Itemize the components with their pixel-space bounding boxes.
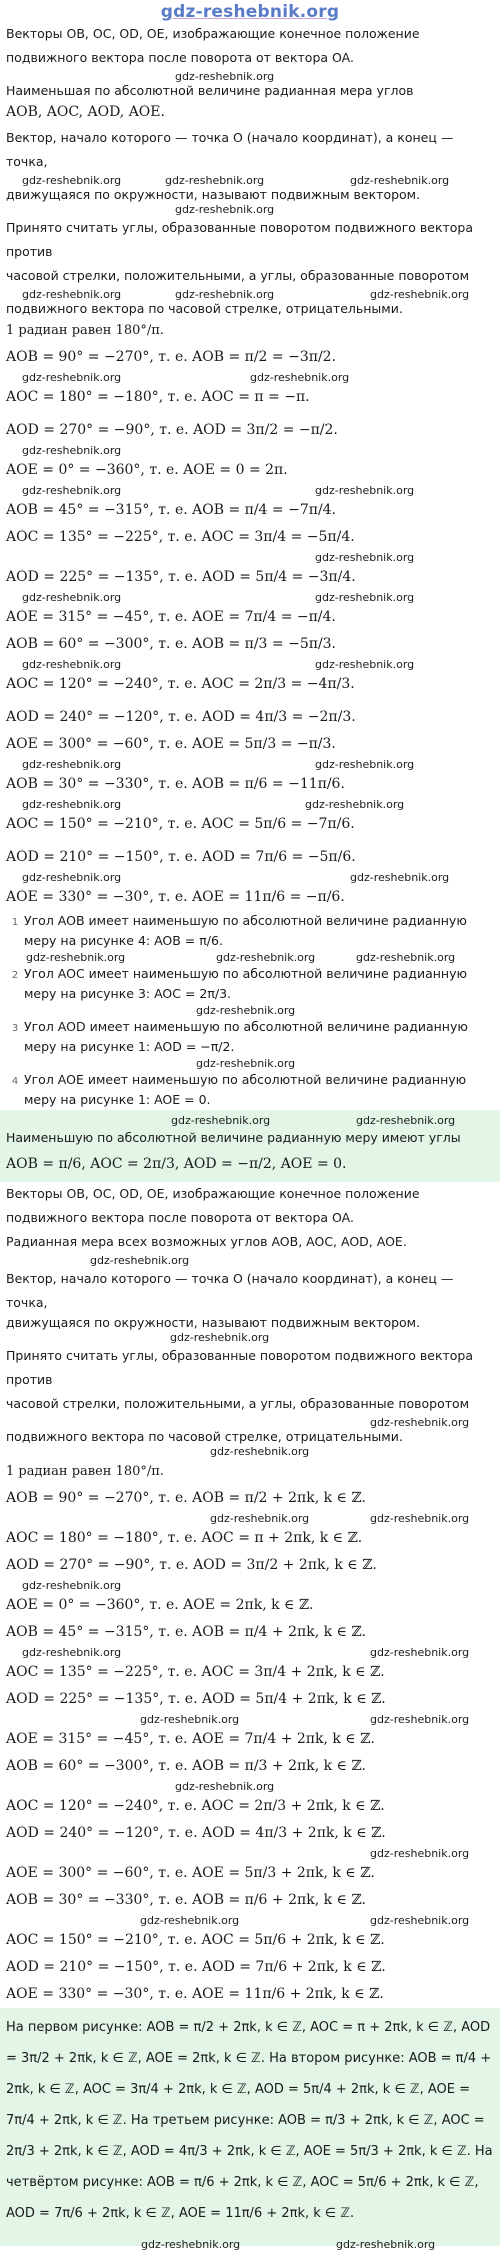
watermark: gdz-reshebnik.org [356,951,456,964]
part1-def1: Вектор, начало которого — точка O (начало координат), а конец — точка, [6,130,454,169]
part1-line-6: AOD = 225° = −135°, т. е. AOD = 5π/4 = −3π/4. [6,569,356,585]
watermark: gdz-reshebnik.org [370,1713,470,1726]
part2-radian: 1 радиан равен 180°/π. [6,1464,164,1479]
list-number: 2 [11,970,19,981]
watermark-row [0,1254,500,1267]
watermark: gdz-reshebnik.org [315,658,415,671]
watermark-row [6,951,500,964]
watermark: gdz-reshebnik.org [315,591,415,604]
part1-intro2: подвижного вектора после поворота от вектора OA. [6,50,354,65]
part1-least: Наименьшая по абсолютной величине радианная мера углов [6,83,414,98]
part1-line-5: AOC = 135° = −225°, т. е. AOC = 3π/4 = −5π/4. [6,529,355,545]
part2-line-4: AOB = 45° = −315°, т. е. AOB = π/4 + 2πk, k ∈ ℤ. [6,1624,367,1640]
watermark-row [0,798,500,811]
watermark-row [6,1114,494,1127]
watermark: gdz-reshebnik.org [175,1780,275,1793]
watermark: gdz-reshebnik.org [370,1914,470,1927]
part2-line-5: AOC = 135° = −225°, т. е. AOC = 3π/4 + 2πk, k ∈ ℤ. [6,1664,385,1680]
list-text: Угол AOB имеет наименьшую по абсолютной величине радианную меру на рисунке 4: AOB = π/6. [24,913,467,948]
part2-line-0: AOB = 90° = −270°, т. е. AOB = π/2 + 2πk, k ∈ ℤ. [6,1490,367,1506]
part1-radian: 1 радиан равен 180°/π. [6,323,164,338]
watermark: gdz-reshebnik.org [175,203,275,216]
watermark: gdz-reshebnik.org [370,1416,470,1429]
watermark-row [0,591,500,604]
part1-line-15: AOE = 330° = −30°, т. е. AOE = 11π/6 = −π/6. [6,889,345,905]
part2-line-14: AOD = 210° = −150°, т. е. AOD = 7π/6 + 2πk, k ∈ ℤ. [6,1959,386,1975]
part1-line-0: AOB = 90° = −270°, т. е. AOB = π/2 = −3π/2. [6,349,337,365]
watermark: gdz-reshebnik.org [356,1114,456,1127]
list-item [6,964,500,1004]
watermark: gdz-reshebnik.org [22,591,122,604]
watermark-row [0,70,500,83]
part2-line-15: AOE = 330° = −30°, т. е. AOE = 11π/6 + 2πk, k ∈ ℤ. [6,1986,384,2002]
part1-line-10: AOD = 240° = −120°, т. е. AOD = 4π/3 = −2π/3. [6,709,356,725]
list-text: Угол AOC имеет наименьшую по абсолютной величине радианную меру на рисунке 3: AOC = 2π/3. [24,966,467,1001]
part2-answer [0,2008,500,2251]
part2-def1: Вектор, начало которого — точка O (начало координат), а конец — точка, [6,1271,454,1310]
watermark-row [0,658,500,671]
part2-line-12: AOB = 30° = −330°, т. е. AOB = π/6 + 2πk, k ∈ ℤ. [6,1892,367,1908]
part1-conv1: Принято считать углы, образованные поворотом подвижного вектора против [6,220,474,259]
watermark: gdz-reshebnik.org [141,2238,241,2251]
list-item [6,911,500,951]
watermark: gdz-reshebnik.org [216,951,316,964]
part1-angles: AOB, AOC, AOD, AOE. [6,104,165,120]
part1-line-13: AOC = 150° = −210°, т. е. AOC = 5π/6 = −7π/6. [6,816,355,832]
watermark: gdz-reshebnik.org [175,288,275,301]
watermark-row [0,758,500,771]
watermark-row [0,1713,500,1726]
part2-intro: Векторы OB, OC, OD, OE, изображающие конечное положение [6,1186,420,1201]
part2-line-1: AOC = 180° = −180°, т. е. AOC = π + 2πk, k ∈ ℤ. [6,1530,363,1546]
list-item [6,1017,500,1057]
part1-line-2: AOD = 270° = −90°, т. е. AOD = 3π/2 = −π/2. [6,422,338,438]
watermark: gdz-reshebnik.org [196,1004,296,1017]
watermark: gdz-reshebnik.org [350,174,450,187]
watermark-row [6,1057,500,1070]
watermark: gdz-reshebnik.org [315,758,415,771]
part2-line-2: AOD = 270° = −90°, т. е. AOD = 3π/2 + 2πk, k ∈ ℤ. [6,1557,377,1573]
watermark: gdz-reshebnik.org [250,371,350,384]
part1-conv3: подвижного вектора по часовой стрелке, отрицательными. [6,301,403,316]
watermark: gdz-reshebnik.org [175,70,275,83]
watermark: gdz-reshebnik.org [370,288,470,301]
watermark-row [0,174,500,187]
watermark: gdz-reshebnik.org [315,484,415,497]
watermark-row [0,371,500,384]
watermark: gdz-reshebnik.org [22,871,122,884]
part2-intro2: подвижного вектора после поворота от вектора OA. [6,1210,354,1225]
watermark-row [0,1512,500,1525]
site-brand-link[interactable]: gdz-reshebnik.org [160,2,340,22]
part1-line-11: AOE = 300° = −60°, т. е. AOE = 5π/3 = −π/3. [6,736,336,752]
watermark: gdz-reshebnik.org [22,444,122,457]
watermark: gdz-reshebnik.org [305,798,405,811]
watermark: gdz-reshebnik.org [90,1254,190,1267]
watermark: gdz-reshebnik.org [171,1114,271,1127]
part1-line-3: AOE = 0° = −360°, т. е. AOE = 0 = 2π. [6,462,288,478]
watermark: gdz-reshebnik.org [196,1057,296,1070]
watermark-row [0,871,500,884]
part1-line-8: AOB = 60° = −300°, т. е. AOB = π/3 = −5π/3. [6,636,337,652]
answer-text: На первом рисунке: AOB = π/2 + 2πk, k ∈ ℤ, AOC = π + 2πk, k ∈ ℤ, AOD = 3π/2 + 2πk, k ∈ ℤ, AOE = 2πk, k ∈ ℤ. На втором рисунке: AOB = π/4 + 2πk, k ∈ ℤ, AOC = 3π/4 + 2πk, k ∈ ℤ, AOD = 5π/4 + 2πk, k ∈ ℤ, AOE = 7π/4 + 2πk, k ∈ ℤ. На третьем рисунке: AOB = π/3 + 2πk, k ∈ ℤ, AOC = 2π/3 + 2πk, k ∈ ℤ, AOD = 4π/3 + 2πk, k ∈ ℤ, AOE = 5π/3 + 2πk, k ∈ ℤ. На четвёртом рисунке: AOB = π/6 + 2πk, k ∈ ℤ, AOC = 5π/6 + 2πk, k ∈ ℤ, AOD = 7π/6 + 2πk, k ∈ ℤ, AOE = 11π/6 + 2πk, k ∈ ℤ. [6,2020,493,2221]
part2-line-3: AOE = 0° = −360°, т. е. AOE = 2πk, k ∈ ℤ. [6,1597,314,1613]
watermark: gdz-reshebnik.org [22,758,122,771]
watermark: gdz-reshebnik.org [22,174,122,187]
answer-value: AOB = π/6, AOC = 2π/3, AOD = −π/2, AOE = 0. [6,1156,347,1172]
list-text: Угол AOD имеет наименьшую по абсолютной величине радианную меру на рисунке 1: AOD = −π/2. [24,1019,468,1054]
part1-line-14: AOD = 210° = −150°, т. е. AOD = 7π/6 = −5π/6. [6,849,356,865]
watermark-row [0,1579,500,1592]
watermark: gdz-reshebnik.org [22,798,122,811]
answer-title: Наименьшую по абсолютной величине радианную меру имеют углы [6,1130,461,1145]
part2-line-8: AOB = 60° = −300°, т. е. AOB = π/3 + 2πk, k ∈ ℤ. [6,1758,367,1774]
watermark: gdz-reshebnik.org [370,1646,470,1659]
watermark: gdz-reshebnik.org [370,1512,470,1525]
watermark-row [0,484,500,497]
part2-def2: движущаяся по окружности, называют подвижным вектором. [6,1315,421,1330]
watermark-row [0,1331,500,1344]
watermark-row [0,288,500,301]
watermark-row [6,2229,494,2251]
part2-line-11: AOE = 300° = −60°, т. е. AOE = 5π/3 + 2πk, k ∈ ℤ. [6,1865,375,1881]
part2-conv3: подвижного вектора по часовой стрелке, отрицательными. [6,1429,403,1444]
part1-line-1: AOC = 180° = −180°, т. е. AOC = π = −π. [6,389,310,405]
list-number: 4 [11,1076,19,1087]
list-number: 1 [11,917,19,928]
watermark: gdz-reshebnik.org [315,551,415,564]
part1-line-4: AOB = 45° = −315°, т. е. AOB = π/4 = −7π/4. [6,502,337,518]
watermark: gdz-reshebnik.org [165,174,265,187]
watermark: gdz-reshebnik.org [22,484,122,497]
watermark: gdz-reshebnik.org [22,288,122,301]
part1-line-9: AOC = 120° = −240°, т. е. AOC = 2π/3 = −4π/3. [6,676,355,692]
watermark: gdz-reshebnik.org [140,1914,240,1927]
part1-line-12: AOB = 30° = −330°, т. е. AOB = π/6 = −11π/6. [6,776,345,792]
watermark-row [0,1646,500,1659]
watermark-row [0,1445,500,1458]
part1-def2: движущаяся по окружности, называют подвижным вектором. [6,187,421,202]
watermark: gdz-reshebnik.org [170,1331,270,1344]
part1-answer [0,1110,500,1182]
watermark: gdz-reshebnik.org [22,1579,122,1592]
watermark-row [0,1780,500,1793]
watermark-row [0,203,500,216]
part2-line-7: AOE = 315° = −45°, т. е. AOE = 7π/4 + 2πk, k ∈ ℤ. [6,1731,375,1747]
part1-list [0,911,500,1110]
watermark: gdz-reshebnik.org [22,658,122,671]
watermark: gdz-reshebnik.org [370,1847,470,1860]
watermark: gdz-reshebnik.org [26,951,126,964]
part1-line-7: AOE = 315° = −45°, т. е. AOE = 7π/4 = −π/4. [6,609,336,625]
watermark: gdz-reshebnik.org [336,2238,436,2251]
part2-conv2: часовой стрелки, положительными, а углы, образованные поворотом [6,1396,470,1411]
part1-conv2: часовой стрелки, положительными, а углы, образованные поворотом [6,268,470,283]
part1-intro: Векторы OB, OC, OD, OE, изображающие конечное положение [6,26,420,41]
part2-line-6: AOD = 225° = −135°, т. е. AOD = 5π/4 + 2πk, k ∈ ℤ. [6,1691,386,1707]
watermark-row [0,1847,500,1860]
watermark: gdz-reshebnik.org [210,1445,310,1458]
watermark: gdz-reshebnik.org [22,1646,122,1659]
watermark: gdz-reshebnik.org [140,1713,240,1726]
part2-all: Радианная мера всех возможных углов AOB, AOC, AOD, AOE. [6,1234,407,1249]
watermark-row [0,1416,500,1429]
solution-content [0,22,500,2251]
list-item [6,1070,500,1110]
part2-conv1: Принято считать углы, образованные поворотом подвижного вектора против [6,1348,474,1387]
watermark-row [0,444,500,457]
watermark: gdz-reshebnik.org [22,371,122,384]
list-text: Угол AOE имеет наименьшую по абсолютной величине радианную меру на рисунке 1: AOE = 0. [24,1072,467,1107]
watermark-row [0,1914,500,1927]
part2-line-13: AOC = 150° = −210°, т. е. AOC = 5π/6 + 2πk, k ∈ ℤ. [6,1932,385,1948]
watermark: gdz-reshebnik.org [350,871,450,884]
watermark: gdz-reshebnik.org [210,1512,310,1525]
part2-line-10: AOD = 240° = −120°, т. е. AOD = 4π/3 + 2πk, k ∈ ℤ. [6,1825,386,1841]
list-number: 3 [11,1023,19,1034]
part2-line-9: AOC = 120° = −240°, т. е. AOC = 2π/3 + 2πk, k ∈ ℤ. [6,1798,385,1814]
watermark-row [0,551,500,564]
watermark-row [6,1004,500,1017]
